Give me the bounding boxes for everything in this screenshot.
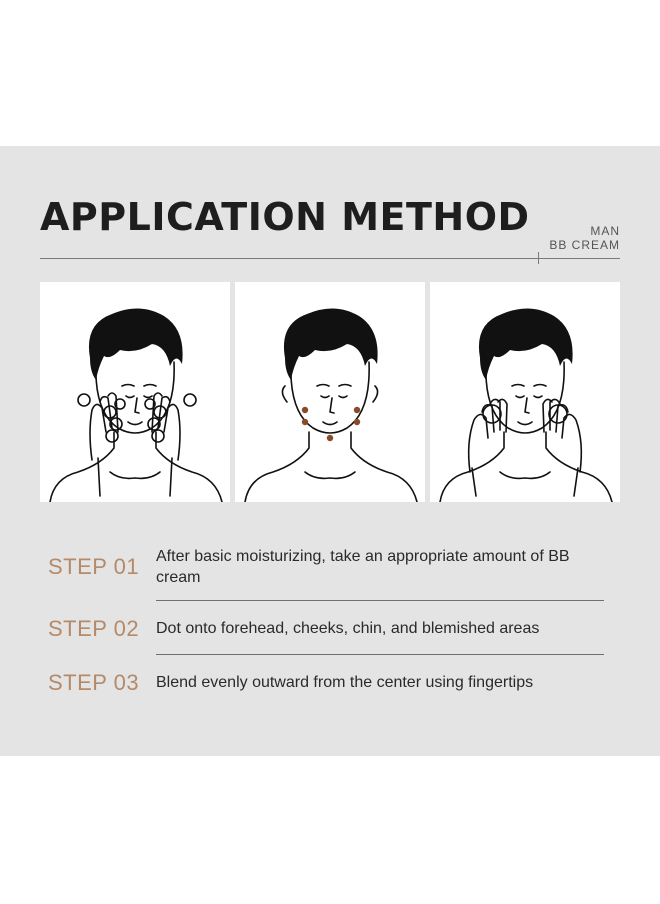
step-03-illustration bbox=[430, 282, 620, 502]
application-method-panel bbox=[0, 146, 660, 756]
step-01-text: After basic moisturizing, take an appropriate amount of BB cream bbox=[156, 548, 570, 586]
step-01-illustration bbox=[40, 282, 230, 502]
step-03-text: Blend evenly outward from the center using fingertips bbox=[156, 674, 534, 691]
title-divider bbox=[40, 258, 620, 259]
step-03-label: STEP 03 bbox=[48, 670, 140, 695]
product-subtitle bbox=[549, 224, 620, 252]
man-washing-face-icon bbox=[40, 282, 230, 502]
step-02-label: STEP 02 bbox=[48, 616, 140, 641]
step-divider bbox=[156, 654, 604, 655]
page-title: APPLICATION METHOD bbox=[40, 195, 530, 239]
subtitle-line-bb-cream: BB CREAM bbox=[549, 238, 620, 252]
title-divider-tick bbox=[538, 252, 539, 264]
man-cream-dots-icon bbox=[235, 282, 425, 502]
step-02-illustration bbox=[235, 282, 425, 502]
step-divider bbox=[156, 600, 604, 601]
subtitle-line-man: MAN bbox=[590, 224, 620, 238]
man-blending-cream-icon bbox=[430, 282, 620, 502]
step-02-text: Dot onto forehead, cheeks, chin, and blemished areas bbox=[156, 620, 540, 637]
step-01-label: STEP 01 bbox=[48, 554, 140, 579]
